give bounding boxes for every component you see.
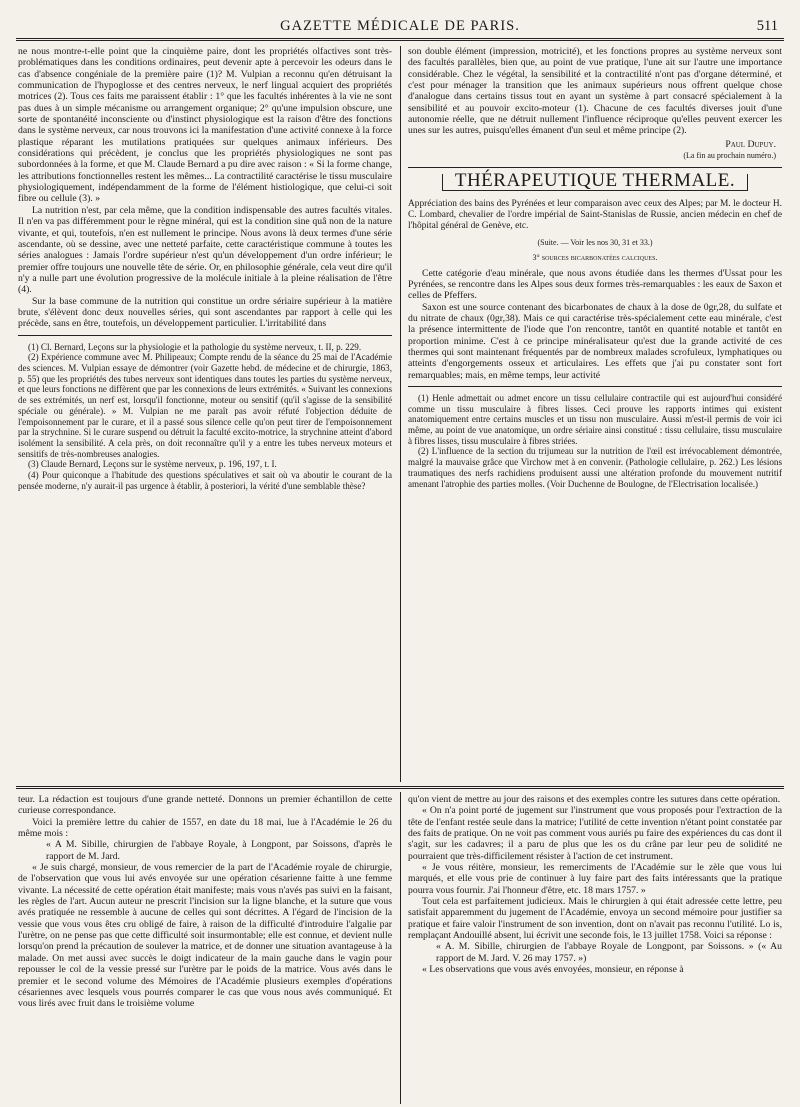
column-divider-upper [400,46,401,782]
author-signature: Paul Dupuy. [725,138,776,150]
letter-body: « Je suis chargé, monsieur, de vous remercier de la part de l'Académie royale de chirurgie, de l'observation que vous lui avés envoyée sur une opération césarienne faitte à une femme vivante. La nécessité de cette opération était manifeste; mais vous n'avés pas suivi en la faisant, les règles de l'art. Aucun auteur ne prescrit l'incision sur la ligne blanche, et la suture que vous avés pratiquée ne ressemble à aucune de celles qui sont décrittes. A l'égard de l'incision de la vessie que vous vous êtes cru obligé de faire, à raison de la difficulté d'introduire l'algalie par l'urètre, on ne pense pas que cette difficulté soit insurmontable; elle est connue, et devient nulle lorsqu'on prend la précaution de soulever la matrice, et de donner une situation avantageuse à la malade. On met aussi avec succès le doigt indicateur de la main gauche dans le vagin pour repousser le col de la vessie pressé sur l'urètre par le poids de la matrice. Vous avés dans le premier et le second volume des Mémoires de l'Académie plusieurs exemples d'opérations césariennes avec lesquels vous pourrés comparer le cas que vous nous avés communiqué. Et vous lirés avec fruit dans le troisième volume [18,862,392,1010]
body-paragraph: Tout cela est parfaitement judicieux. Mais le chirurgien à qui était adressée cette lettre, peu satisfait apparemment du jugement de l'Académie, envoya un second mémoire pour justifier sa pratique et faire valoir l'instrument de son invention, dont on n'avait pas reconnu l'utilité. Lo is, remplaçant Andouillé absent, lui écrivit une seconde fois, le 13 juillet 1758. Voici sa réponse : [408,896,782,942]
header-rule [16,38,784,41]
letter-address: « A M. Sibille, chirurgien de l'abbaye Royale, à Longpont, par Soissons, d'après le rapport de M. Jard. [46,839,392,862]
suite-note: (Suite. — Voir les nos 30, 31 et 33.) [537,237,653,247]
body-paragraph: Sur la base commune de la nutrition qui constitue un ordre sériaire supérieur à la matière brute, s'élèvent donc deux nouvelles séries, qui sont ascendantes par rapport à celle qui les précède, sans en être, toutefois, un développement particulier. L'irritabilité dans [18,295,392,330]
subsection-heading: 3° sources bicarbonatées calciques. [532,253,658,263]
body-paragraph: son double élément (impression, motricité), et les fonctions propres au système nerveux sont des facultés parallèles, bien que, au point de vue pratique, l'une ait sur l'autre une importance considérable. Chez le végétal, la sensibilité et la contractilité n'ont pas d'organe déterminé, et c'est pour ménager la transition que les animaux supérieurs nous offrent quelque chose d'analogue dans certains tissus tout en ayant un système à part consacré spécialement à la sensibilité et au pouvoir excito-moteur (1). Chacune de ces facultés diverses jouit d'une autonomie réelle, que ne détruit nullement l'influence réciproque qu'elles peuvent exercer les unes sur les autres, puisqu'elles émanent d'un seul et même principe (2). [408,46,782,137]
footnote: (1) Cl. Bernard, Leçons sur la physiologie et la pathologie du système nerveux, t. II, p. 229. [28,341,362,352]
upper-right-column [408,46,782,776]
footnote: (4) Pour quiconque a l'habitude des questions spéculatives et sait où va aboutir le courant de la pensée moderne, n'y aurait-il pas urgence à établir, à posteriori, la vérité d'une semblable thèse? [18,470,392,491]
body-paragraph: qu'on vient de mettre au jour des raisons et des exemples contre les sutures dans cette opération. [408,794,781,805]
page-number: 511 [756,18,778,34]
body-paragraph: « On n'a point porté de jugement sur l'instrument que vous proposés pour l'extraction de la tête de l'enfant restée seule dans la matrice; l'utilité de cette invention n'étant point constatée par des faits de pratique. On ne voit pas comment vous auriés pu faire des expériences du cas dont il s'agit, sur les cadavres; il a paru de plus que les os du crâne par leur peu de solidité ne pourraient que très-difficilement résister à l'action de cet instrument. [408,805,782,862]
column-divider-lower [400,792,401,1104]
footnote: (3) Claude Bernard, Leçons sur le système nerveux, p. 196, 197, t. I. [28,459,277,470]
running-header-title: GAZETTE MÉDICALE DE PARIS. [280,18,520,34]
footnotes-upper-left [18,342,392,492]
mid-page-rule [16,786,784,789]
body-paragraph: ne nous montre-t-elle point que la cinquième paire, dont les propriétés olfactives sont très-problématiques dans les conditions ordinaires, peut devenir apte à percevoir les odeurs dans le cas d'absence congéniale de la première paire (1)? M. Vulpian a reconnu qu'en détruisant la communication de l'hypoglosse et des centres nerveux, le nerf lingual acquiert des propriétés motrices (2). Tous ces faits me paraissent établir : 1° que les facultés inhérentes à la vie ne sont pas dues à un simple mécanisme ou arrangement organique; 2° qu'une impulsion obscure, une sorte de spontanéité inconsciente ou d'instinct physiologique est la raison d'être des fonctions dans le système nerveux, car nous trouvons ici la manifestation d'une activité connexe à la force plastique réparant les mutilations pratiquées sur quelques animaux inférieurs. Des considérations qui précèdent, je conclus que les propriétés physiologiques ne sont pas subordonnées à la forme, et que M. Claude Bernard a pu dire avec raison : « Si la forme change, les attributions fonctionnelles restent les mêmes... La contractilité caractérise le tissu musculaire physiologiquement, indépendamment de la forme de l'élément histiologique, que celui-ci soit fibre ou cellule (3). » [18,46,392,205]
footnote-rule [408,386,782,387]
continuation-note: (La fin au prochain numéro.) [683,151,776,161]
footnote: (2) L'influence de la section du trijumeau sur la nutrition de l'œil est irrévocablement démontrée, malgré la mauvaise grâce que Virchow met à en convenir. (Pathologie cellulaire, p. 262.) Les lésions traumatiques des nerfs rachidiens produisent aussi une altération profonde du mouvement nutritif amenant l'atrophie des parties molles. (Voir Duchenne de Boulogne, de l'Electrisation localisée.) [408,446,782,489]
body-paragraph: Saxon est une source contenant des bicarbonates de chaux à la dose de 0gr,28, du sulfate et du nitrate de chaux (0gr,38). Mais ce qui caractérise très-spécialement cette eau minérale, c'est la présence intermittente de l'iode que l'on rencontre, tantôt en quantité notable et tantôt en proportion minime. C'est à ce principe minéralisateur qu'est due la grande activité de ces thermes qui sont maintenant fréquentés par de nombreux malades scrofuleux, lymphatiques ou atteints d'engorgements osseux et articulaires. Les effets que j'ai pu constater sont fort remarquables; mais, en même temps, leur activité [408,301,782,381]
lower-right-column [408,794,782,1102]
body-paragraph: Cette catégorie d'eau minérale, que nous avons étudiée dans les thermes d'Ussat pour les Pyrénées, se rencontre dans les Alpes sous deux formes très-remarquables : les eaux de Saxon et celles de Pfeffers. [408,267,782,302]
body-paragraph: teur. La rédaction est toujours d'une grande netteté. Donnons un premier échantillon de cette curieuse correspondance. [18,794,392,817]
body-paragraph: Voici la première lettre du cahier de 1557, en date du 18 mai, lue à l'Académie le 26 du même mois : [18,816,392,840]
section-title: THÉRAPEUTIQUE THERMALE. [408,174,782,190]
footnote: (1) Henle admettait ou admet encore un tissu cellulaire contractile qui est aujourd'hui considéré comme un tissu musculaire à fibres lisses. Ceci prouve les rapports intimes qui existent anatomiquement entre certains muscles et un tissu non musculaire. Aussi m'est-il permis de voir ici même, au point de vue anatomique, un ordre sériaire ainsi constitué : tissu cellulaire, tissu musculaire à fibres lisses, tissu musculaire à fibres striées. [408,392,782,446]
body-paragraph: « Je vous réitère, monsieur, les remerciments de l'Académie sur le zèle que vous lui marqués, et elle vous prie de continuer à luy faire part des faits intéressants que la pratique pourra vous fournir. J'ai l'honneur d'être, etc. 18 mars 1757. » [408,862,782,896]
letter-address: « A. M. Sibille, chirurgien de l'abbaye Royale de Longpont, par Soissons. » (« Au rapport de M. Jard. V. 26 may 1757. ») [436,941,782,964]
body-paragraph: « Les observations que vous avés envoyées, monsieur, en réponse à [422,964,684,976]
footnote-rule [18,335,392,336]
section-rule [408,167,782,168]
footnote: (2) Expérience commune avec M. Philipeaux; Compte rendu de la séance du 25 mai de l'Académie des sciences. M. Vulpian essaye de démontrer (voir Gazette hebd. de médecine et de chirurgie, 1863, p. 55) que les propriétés des tubes nerveux sont identiques dans toutes les parties du système nerveux, et que leurs fonctions ne diffèrent que par les connexions de leurs extrémités. « Suivant les connexions de ses extrémités, un nerf est, lorsqu'il fonctionne, moteur ou sensitif (qu'il s'agisse de la sensibilité spéciale ou générale). » M. Vulpian ne me paraît pas avoir réfuté l'objection déduite de l'empoisonnement par le curare, et il a passé sous silence celle qu'on peut tirer de l'empoisonnement par la strychnine. Si le curare suspend ou détruit la faculté excito-motrice, la strychnine atteint d'abord isolément la sensibilité. A cela près, on doit reconnaître qu'il y a entre les tubes nerveux moteurs et sensitifs de très-nombreuses analogies. [18,352,392,459]
footnotes-upper-right [408,393,782,489]
lower-left-column [18,794,392,1102]
upper-left-column [18,46,392,776]
body-paragraph: La nutrition n'est, par cela même, que la condition indispensable des autres facultés vitales. Il n'en va pas différemment pour le règne minéral, qui est la condition sine quâ non de la nature vivante, et qui, toutefois, n'en est nullement le principe. Nous avons là deux termes d'une série ascendante, où se dessine, avec une netteté parfaite, cette caractéristique commune à toutes les séries analogues : Jamais l'ordre supérieur n'est qu'un développement d'un ordre inférieur; le premier offre toujours une nouvelle tête de série. Or, en philosophie générale, cela veut dire qu'il n'y a nulle part une évolution progressive de la molécule initiale à la pleine réalisation de l'être (4). [18,204,392,296]
article-subtitle: Appréciation des bains des Pyrénées et leur comparaison avec ceux des Alpes; par M. le docteur H. C. Lombard, chevalier de l'ordre impérial de Saint-Stanislas de Russie, ancien médecin en chef de l'hôpital général de Genève, etc. [408,198,782,232]
